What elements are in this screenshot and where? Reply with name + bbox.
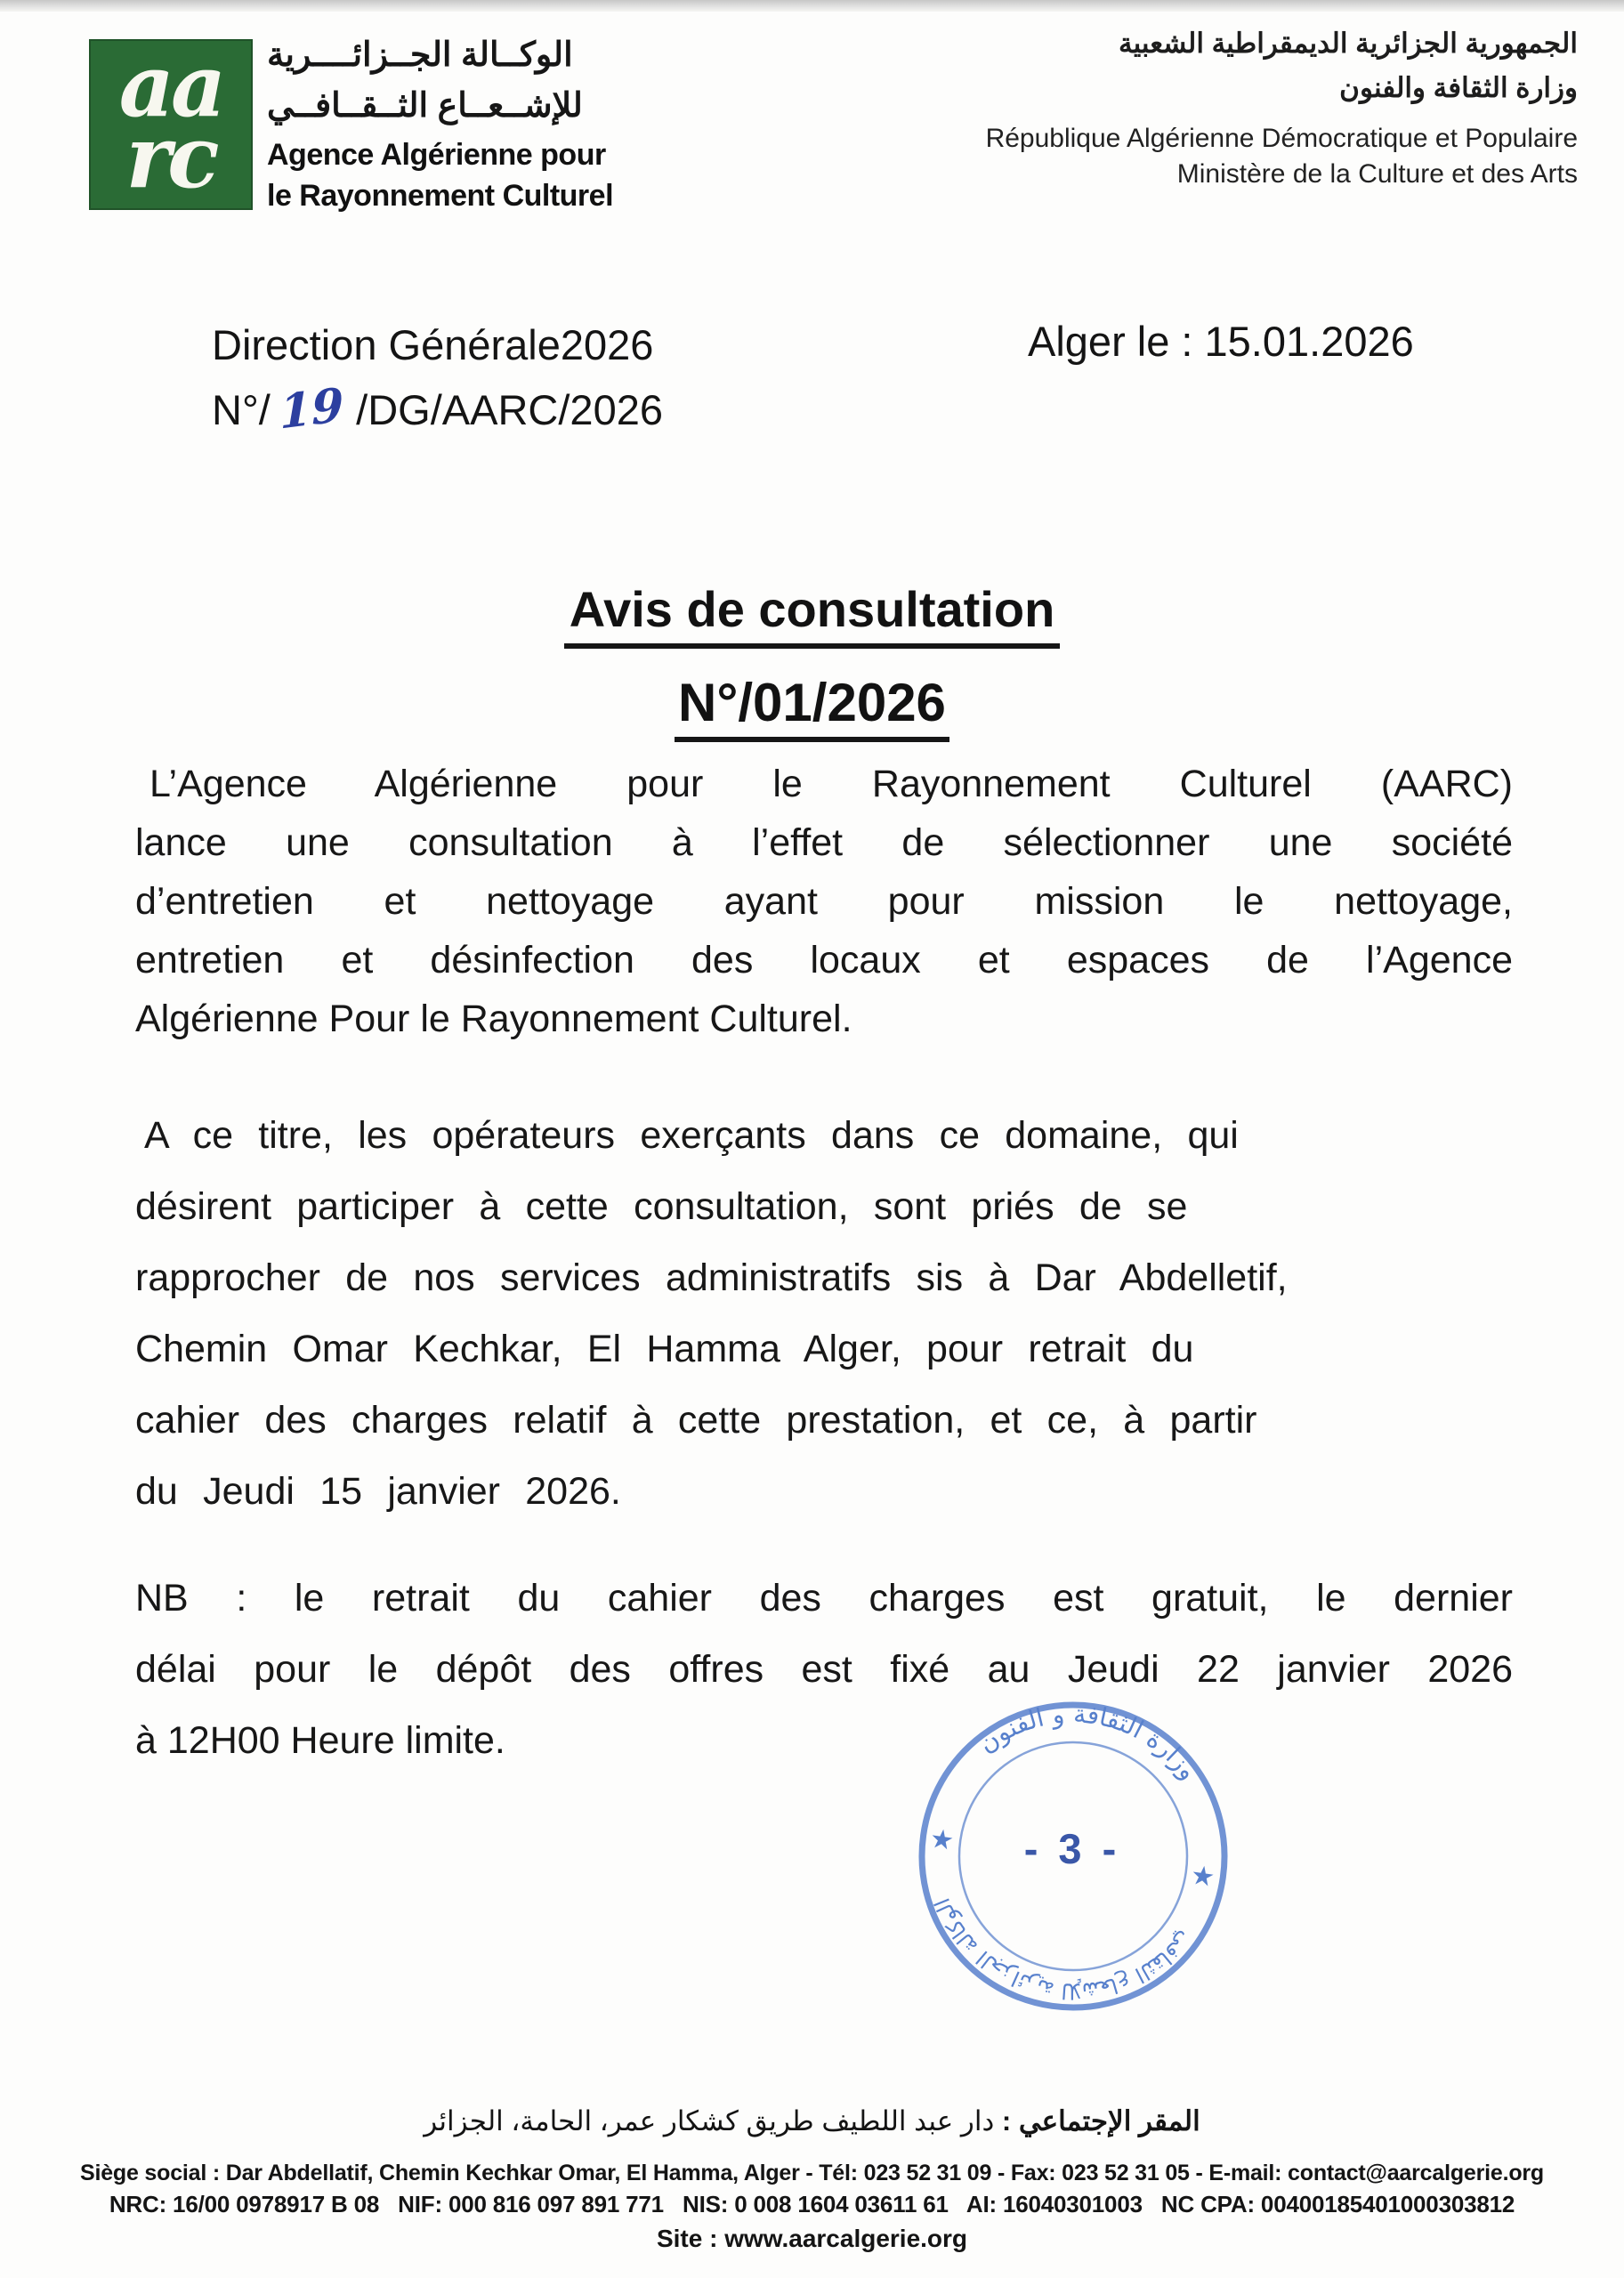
body-line: du Jeudi 15 janvier 2026. [135,1470,621,1513]
body-line: L’Agence Algérienne pour le Rayonnement Culturel (AARC) [149,763,1513,805]
footer-address-arabic-text: دار عبد اللطيف طريق كشكار عمر، الحامة، الجزائر [424,2105,995,2137]
scan-artifact-band [0,0,1624,12]
body-line: lance une consultation à l’effet de sélectionner une société [135,821,1513,864]
notice-number: N°/01/2026 [675,672,949,742]
ministry-name-french: Ministère de la Culture et des Arts [1176,159,1578,189]
footer-address-arabic-label: المقر الإجتماعي : [1001,2105,1200,2137]
stamp-star-right-icon: ★ [1188,1859,1217,1894]
body-line: d’entretien et nettoyage ayant pour mission le nettoyage, [135,880,1513,923]
stamp-ring-top-text: وزارة الثقافة و الفنون [973,1699,1204,1786]
paragraph-nb [135,1563,1513,1776]
footer-registration-line: NRC: 16/00 0978917 B 08 NIF: 000 816 097 891 771 NIS: 0 008 1604 03611 61 AI: 16040301003 NC CPA: 00400185401000303812 [109,2191,1515,2217]
agency-name-french-2: le Rayonnement Culturel [267,179,614,213]
body-line: délai pour le dépôt des offres est fixé au Jeudi 22 janvier 2026 [135,1648,1513,1691]
notice-title: Avis de consultation [564,580,1061,649]
republic-name-arabic: الجمهورية الجزائرية الديمقراطية الشعبية [1118,28,1578,59]
footer-address-arabic [0,2105,1624,2137]
stamp-star-left-icon: ★ [927,1822,957,1858]
republic-name-french: République Algérienne Démocratique et Populaire [985,124,1578,153]
agency-name-arabic-2: للإشــعــاع الثــقــافــي [267,87,583,125]
body-line: rapprocher de nos services administratifs sis à Dar Abdelletif, [135,1256,1288,1299]
body-line: entretien et désinfection des locaux et espaces de l’Agence [135,939,1513,981]
stamp-ring-bottom-text: الوكالة الجزائرية للإشعاع الثقافي [929,1894,1198,2004]
agency-name-french-1: Agence Algérienne pour [267,138,606,172]
reference-number-line [212,377,663,442]
aarc-logo [89,36,253,210]
body-line: désirent participer à cette consultation, sont priés de se [135,1185,1188,1228]
body-line: NB : le retrait du cahier des charges est gratuit, le dernier [135,1577,1513,1620]
direction-generale-line: Direction Générale2026 [212,321,654,368]
body-line: cahier des charges relatif à cette prestation, et ce, à partir [135,1399,1257,1442]
body-line: A ce titre, les opérateurs exerçants dans ce domaine, qui [144,1114,1239,1157]
agency-name-block [267,30,613,214]
notice-title-block [0,580,1624,742]
aarc-logo-letters-top: aa [118,36,223,136]
reference-block [212,313,663,442]
paragraph-instructions [135,1100,1513,1527]
reference-number-suffix: /DG/AARC/2026 [356,386,663,433]
body-line: à 12H00 Heure limite. [135,1719,505,1762]
reference-number-prefix: N°/ [212,386,271,433]
footer-contact-line: Siège social : Dar Abdellatif, Chemin Kechkar Omar, El Hamma, Alger - Tél: 023 52 31 09 - Fax: 023 52 31 05 - E-mail: contact@aarcalgerie.org [79,2161,1544,2185]
aarc-logo-letters-bottom: rc [125,107,216,207]
body-line: Chemin Omar Kechkar, El Hamma Alger, pour retrait du [135,1328,1194,1370]
footer-website: Site : www.aarcalgerie.org [656,2225,968,2252]
state-header-block [986,21,1578,192]
notice-body [135,755,1513,1776]
ministry-name-arabic: وزارة الثقافة والفنون [1339,72,1578,103]
body-line: Algérienne Pour le Rayonnement Culturel. [135,998,852,1040]
paragraph-intro [135,755,1513,1048]
agency-name-arabic-1: الوكــالة الجــزائــــرية [267,36,573,74]
page-number: - 3 - [1023,1825,1121,1872]
handwritten-number: 19 [279,377,344,440]
place-and-date: Alger le : 15.01.2026 [1028,318,1414,365]
